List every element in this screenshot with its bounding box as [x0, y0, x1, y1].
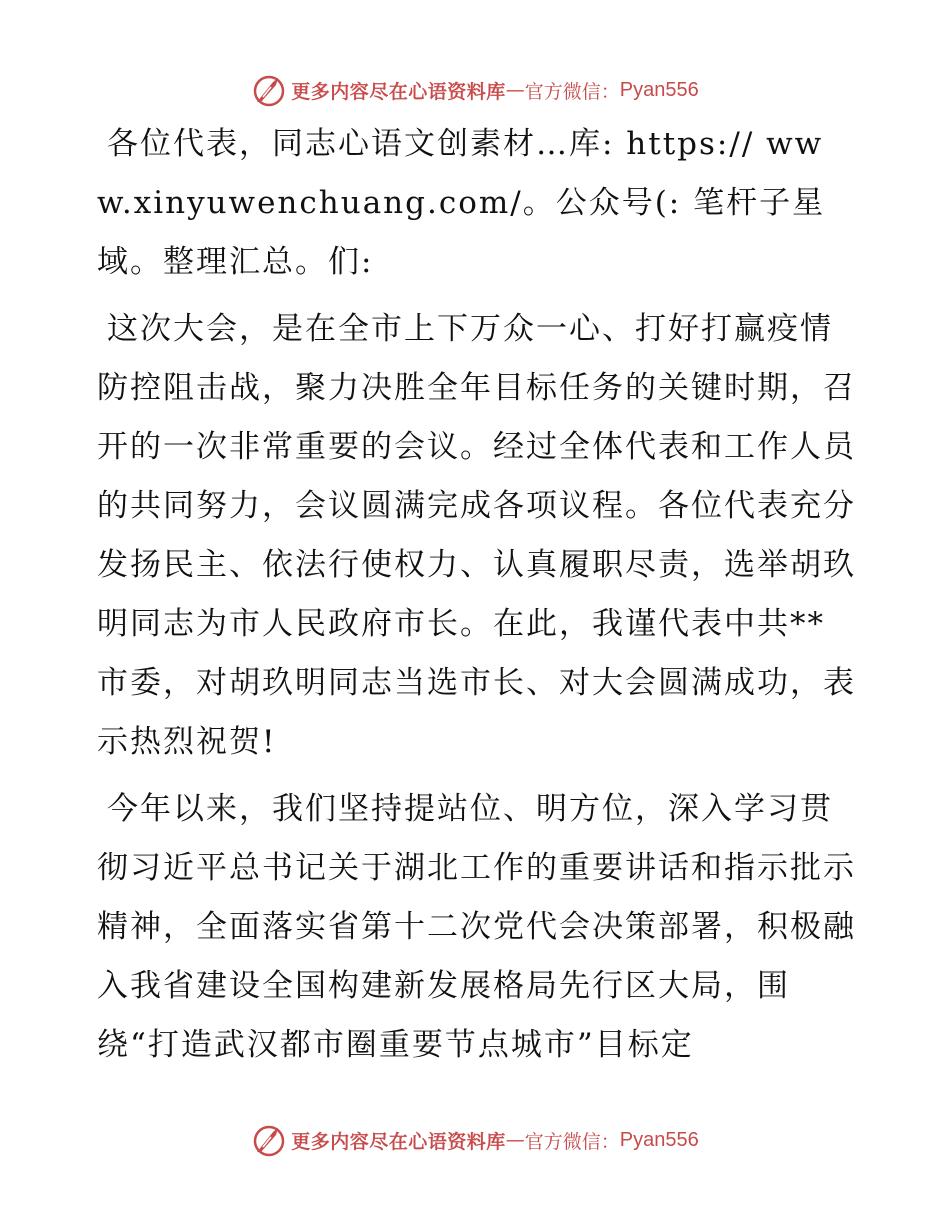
quill-pen-seal-icon — [251, 72, 287, 108]
paragraph-1-text: 各位代表，同志心语文创素材…库: https:// www.xinyuwenchuang.com/。公众号(: 笔杆子星域。整理汇总。们: — [97, 126, 826, 280]
banner-dash: — — [505, 1129, 525, 1151]
paragraph-1 — [97, 115, 857, 292]
header-banner — [0, 70, 950, 110]
paragraph-3 — [97, 780, 857, 1075]
paragraph-2-text: 这次大会，是在全市上下万众一心、打好打赢疫情防控阻击战，聚力决胜全年目标任务的关键时期，召开的一次非常重要的会议。经过全体代表和工作人员的共同努力，会议圆满完成各项议程。各位代表充分发扬民主、依法行使权力、认真履职尽责，选举胡玖明同志为市人民政府市长。在此，我谨代表中共**市委，对胡玖明同志当选市长、对大会圆满成功，表示热烈祝贺! — [97, 311, 856, 760]
banner-wechat-label: 官方微信： — [524, 80, 620, 103]
paragraph-2 — [97, 300, 857, 772]
banner-dash: — — [505, 79, 525, 101]
banner-wechat-id: Pyan556 — [619, 1128, 699, 1151]
document-body — [97, 115, 857, 1083]
banner-main-text: 更多内容尽在心语资料库 — [291, 80, 506, 103]
quill-pen-seal-icon — [251, 1122, 287, 1158]
paragraph-3-text: 今年以来，我们坚持提站位、明方位，深入学习贯彻习近平总书记关于湖北工作的重要讲话和指示批示精神，全面落实省第十二次党代会决策部署，积极融入我省建设全国构建新发展格局先行区大局，围绕“打造武汉都市圈重要节点城市”目标定 — [97, 791, 856, 1063]
banner-main-text: 更多内容尽在心语资料库 — [291, 1130, 506, 1153]
footer-banner — [0, 1120, 950, 1160]
banner-wechat-label: 官方微信： — [524, 1130, 620, 1153]
banner-wechat-id: Pyan556 — [619, 78, 699, 101]
